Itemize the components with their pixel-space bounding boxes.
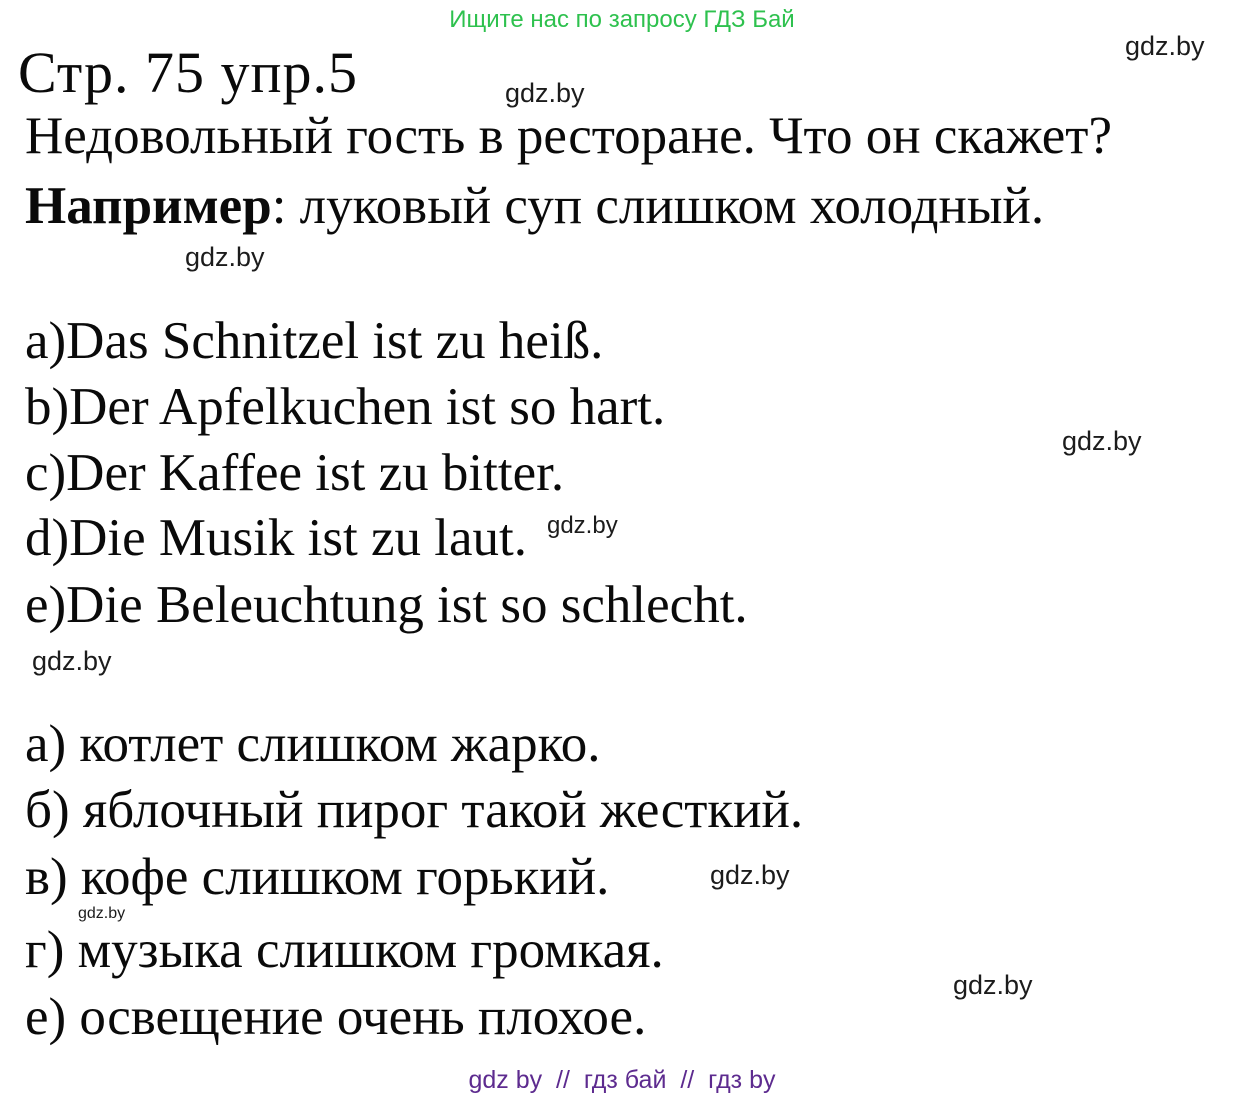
example-label: Например [25,177,272,235]
gdzby-watermark: gdz.by [505,78,585,108]
gdzby-watermark: gdz.by [1062,426,1142,456]
german-item-d-text: d)Die Musik ist zu laut. [25,509,527,567]
gdzby-watermark: gdz.by [78,905,126,922]
gdzby-watermark: gdz.by [185,242,265,272]
german-item-a: a)Das Schnitzel ist zu heiß. [25,312,604,370]
example-text: : луковый суп слишком холодный. [271,177,1045,235]
german-item-c: c)Der Kaffee ist zu bitter. [25,444,565,502]
gdzby-watermark: gdz.by [1125,31,1205,61]
russian-item-a: а) котлет слишком жарко. [25,715,601,773]
russian-item-g: г) музыка слишком громкая. [25,921,664,979]
russian-item-e: е) освещение очень плохое. [25,988,647,1046]
gdzby-watermark: gdz.by [710,860,790,890]
gdzby-watermark: gdz.by [953,970,1033,1000]
footer-sitenames: gdz by // гдз бай // гдз by [468,1066,776,1094]
gdzby-watermark: gdz.by [546,512,618,539]
german-item-b: b)Der Apfelkuchen ist so hart. [25,378,666,436]
russian-item-b: б) яблочный пирог такой жесткий. [25,781,804,839]
russian-item-v: в) кофе слишком горький. [25,848,610,906]
german-item-d [25,509,618,567]
promo-banner: Ищите нас по запросу ГДЗ Бай [449,6,795,33]
task-example [25,177,1045,235]
german-item-e: e)Die Beleuchtung ist so schlecht. [25,576,748,634]
task-question: Недовольный гость в ресторане. Что он скажет? [25,107,1112,165]
page-title: Стр. 75 упр.5 [18,40,359,105]
gdzby-watermark: gdz.by [32,646,112,676]
